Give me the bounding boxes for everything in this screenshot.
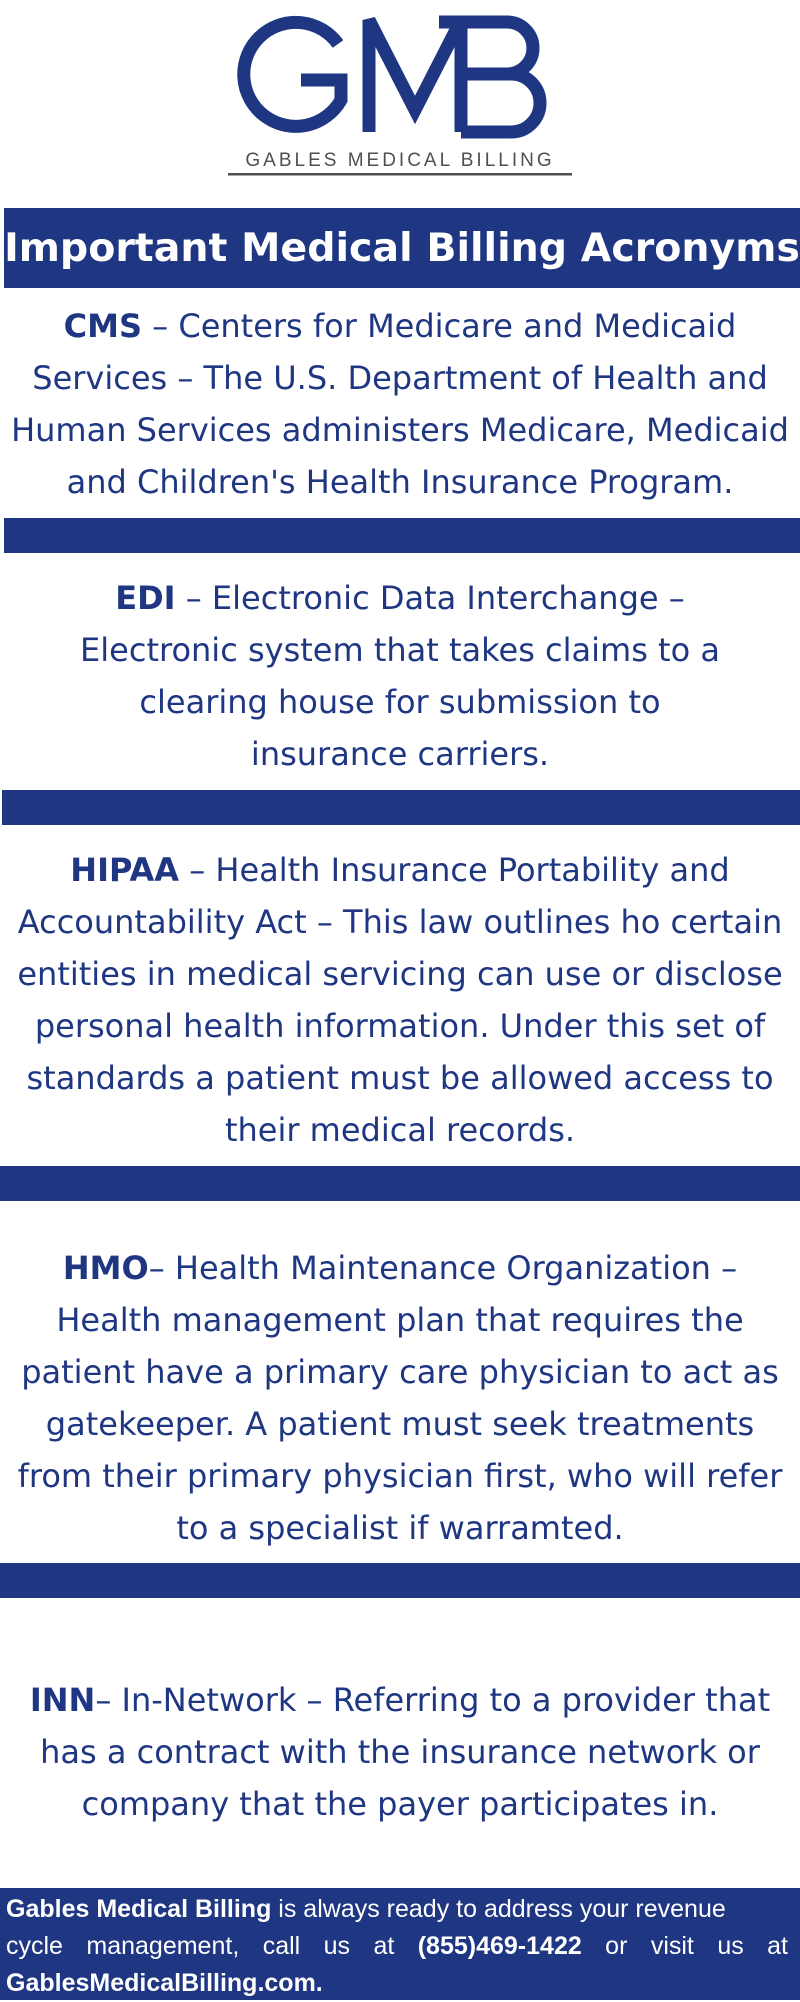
acronym-term: HMO [62, 1249, 149, 1287]
acronym-entry-inn [0, 1674, 800, 1830]
gmb-logo-mark-icon [225, 14, 565, 140]
entry-line: Services – The U.S. Department of Health and [32, 359, 768, 397]
footer-cta [0, 1888, 800, 2000]
entry-line: from their primary physician first, who will refer [17, 1457, 783, 1495]
entry-line: Human Services administers Medicare, Medicaid [11, 411, 789, 449]
entry-line: HMO– Health Maintenance Organization – [62, 1249, 738, 1287]
entry-line: insurance carriers. [250, 735, 550, 773]
footer-website-link[interactable]: GablesMedicalBilling.com. [6, 1969, 323, 1997]
footer-company: Gables Medical Billing [6, 1895, 272, 1923]
entry-line: gatekeeper. A patient must seek treatments [45, 1405, 755, 1443]
entry-line: standards a patient must be allowed access to [26, 1059, 774, 1097]
entry-line: entities in medical servicing can use or disclose [17, 955, 783, 993]
entry-line: EDI – Electronic Data Interchange – [115, 579, 685, 617]
entry-line: has a contract with the insurance network or [40, 1733, 760, 1771]
logo-underline [228, 173, 572, 177]
entry-line: patient have a primary care physician to act as [21, 1353, 779, 1391]
logo [0, 0, 800, 190]
footer-line [6, 1965, 788, 2002]
section-divider [0, 1166, 800, 1201]
logo-subtitle: GABLES MEDICAL BILLING [245, 150, 555, 171]
entry-line: Electronic system that takes claims to a [80, 631, 720, 669]
entry-line: company that the payer participates in. [81, 1785, 719, 1823]
acronym-entry-hmo [0, 1242, 800, 1554]
footer-line: Gables Medical Billing is always ready to address your revenue [6, 1895, 726, 1923]
section-divider [2, 790, 800, 825]
acronym-term: EDI [115, 579, 176, 617]
acronym-term: HIPAA [70, 851, 180, 889]
entry-line: Accountability Act – This law outlines ho certain [17, 903, 783, 941]
entry-line: HIPAA – Health Insurance Portability and [70, 851, 730, 889]
acronym-entry-hipaa [0, 844, 800, 1156]
acronym-entry-edi [0, 572, 800, 780]
footer-line: cycle management, call us at (855)469-1422 or visit us at [6, 1928, 788, 1965]
section-divider [4, 518, 800, 553]
entry-line: clearing house for submission to [139, 683, 661, 721]
entry-line: Health management plan that requires the [56, 1301, 744, 1339]
entry-line: INN– In-Network – Referring to a provider that [29, 1681, 771, 1719]
entry-line: and Children's Health Insurance Program. [66, 463, 734, 501]
acronym-entry-cms [0, 300, 800, 508]
entry-line: personal health information. Under this set of [34, 1007, 766, 1045]
page-title: Important Medical Billing Acronyms [4, 225, 800, 271]
entry-line: to a specialist if warramted. [176, 1509, 624, 1547]
header-band [4, 208, 800, 288]
entry-line: CMS – Centers for Medicare and Medicaid [63, 307, 737, 345]
section-divider [0, 1563, 800, 1598]
acronym-term: INN [29, 1681, 96, 1719]
acronym-term: CMS [63, 307, 142, 345]
footer-phone[interactable]: (855)469-1422 [417, 1932, 582, 1960]
entry-line: their medical records. [224, 1111, 576, 1149]
